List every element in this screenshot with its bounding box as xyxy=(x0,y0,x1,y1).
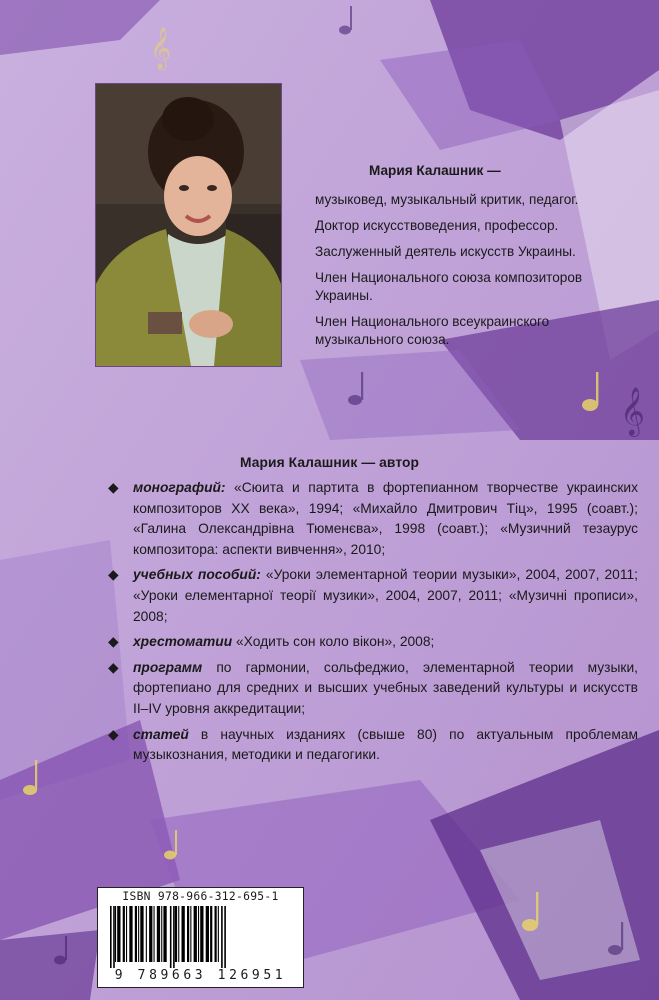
list-item xyxy=(108,565,638,627)
work-details: в научных изданиях (свыше 80) по актуальным проблемам музыкознания, методики и педагогики. xyxy=(133,726,638,763)
bullet-diamond-icon: ◆ xyxy=(108,659,119,675)
works-list xyxy=(108,478,638,771)
work-details: по гармонии, сольфеджио, элементарной теории музыки, фортепиано для средних и высших учебных заведений культуры и искусств II–IV уровня аккредитации; xyxy=(133,659,638,716)
bio-line: Заслуженный деятель искусств Украины. xyxy=(315,244,576,259)
list-item xyxy=(108,632,638,653)
bio-line: Доктор искусствоведения, профессор. xyxy=(315,218,559,233)
works-heading: Мария Калашник — автор xyxy=(239,455,420,470)
bio-line: Член Национального всеукраинского музыкального союза. xyxy=(315,314,550,347)
bio-line: музыковед, музыкальный критик, педагог. xyxy=(315,192,579,207)
work-details: «Сюита и партита в фортепианном творчестве украинских композиторов XX века», 1994; «Михайло Дмитрович Тіц», 1995 (соавт.); «Галина Олександрівна Тюменєва», 1998 (соавт.); «Музичний тезаурус композитора: аспекти вивчення», 2010; xyxy=(133,480,638,557)
work-type: статей xyxy=(133,726,189,742)
author-photo xyxy=(96,84,281,366)
work-type: хрестоматии xyxy=(133,634,233,650)
work-type: программ xyxy=(133,659,203,675)
author-bio xyxy=(315,162,645,357)
barcode-bars xyxy=(106,906,295,968)
bullet-diamond-icon: ◆ xyxy=(108,634,119,650)
isbn-barcode xyxy=(97,887,304,988)
bullet-diamond-icon: ◆ xyxy=(108,480,119,495)
work-type: монографий: xyxy=(133,480,226,495)
list-item xyxy=(108,478,638,560)
isbn-number: ISBN 978-966-312-695-1 xyxy=(122,890,279,903)
work-details: «Уроки элементарной теории музыки», 2004, 2007, 2011; «Уроки елементарної теорії музики», 2004, 2007, 2011; «Музичні прописи», 2008; xyxy=(133,567,639,624)
list-item xyxy=(108,725,638,766)
bullet-diamond-icon: ◆ xyxy=(108,726,119,742)
work-type: учебных пособий: xyxy=(133,567,261,583)
bullet-diamond-icon: ◆ xyxy=(108,567,119,583)
svg-text:𝄞: 𝄞 xyxy=(620,386,645,435)
bio-line: Член Национального союза композиторов Украины. xyxy=(315,270,583,303)
list-item xyxy=(108,658,638,720)
author-name: Мария Калашник — xyxy=(369,163,501,178)
author-portrait-image xyxy=(96,84,281,366)
barcode-digits: 9 789663 126951 xyxy=(114,968,287,983)
work-details: «Ходить сон коло вікон», 2008; xyxy=(232,634,435,650)
svg-text:𝄞: 𝄞 xyxy=(150,28,172,69)
